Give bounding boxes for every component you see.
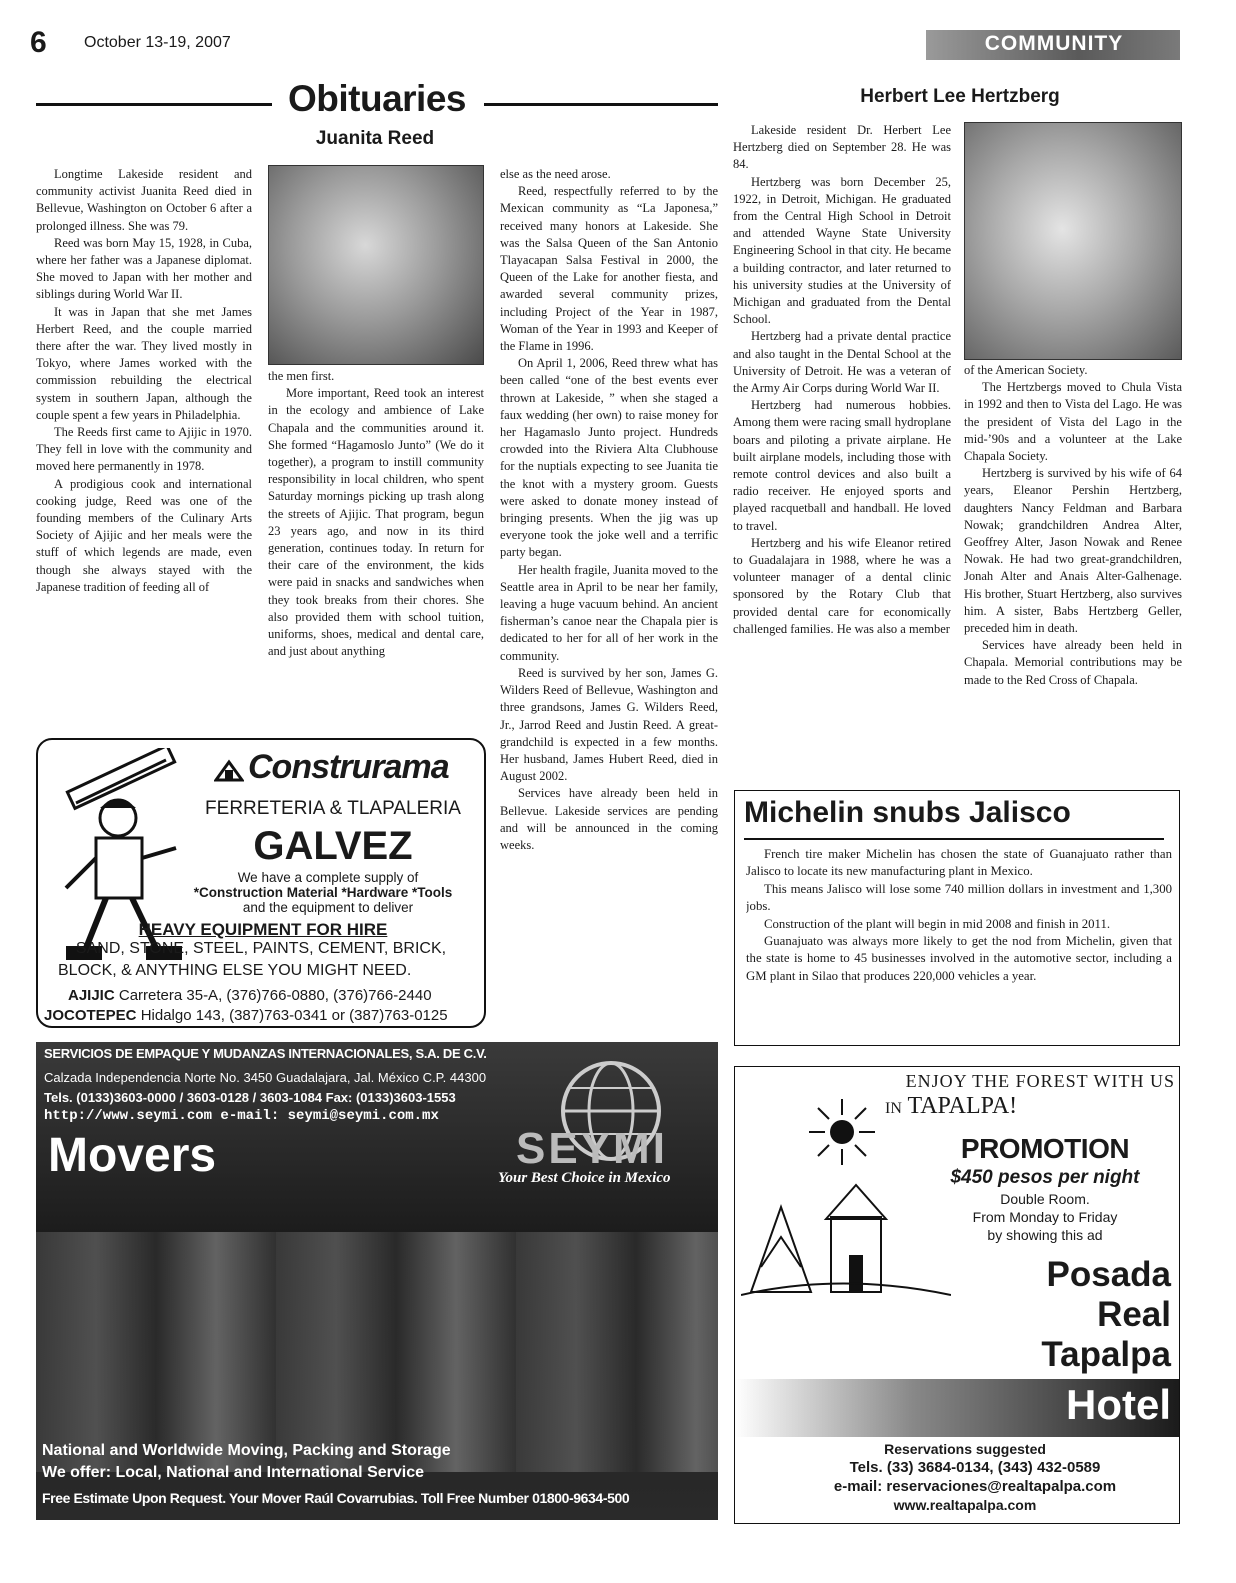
tapalpa-in — [885, 1093, 1085, 1120]
tapalpa-ad — [734, 1066, 1180, 1524]
store-name: GALVEZ — [253, 824, 413, 868]
paragraph: Hertzberg had numerous hobbies. Among them were racing small hydroplane boars and piloting a private airplane. He built airplane models, including those with remote control devices and also built a radio receiver. He enjoyed sports and played racquetball and handball. He loved to travel. — [733, 398, 951, 533]
movers-photo-collage — [36, 1232, 718, 1472]
tapalpa-place: TAPALPA! — [907, 1093, 1018, 1119]
promo-days: From Monday to Friday — [972, 1209, 1118, 1225]
promo-room: Double Room. — [1000, 1191, 1090, 1207]
seymi-slogan: Your Best Choice in Mexico — [498, 1170, 671, 1186]
hotel-web[interactable]: www.realtapalpa.com — [893, 1497, 1037, 1513]
hertzberg-name: Herbert Lee Hertzberg — [860, 86, 1060, 107]
reed-column-2 — [268, 368, 484, 732]
michelin-body — [746, 846, 1172, 1042]
heavy-equipment: HEAVY EQUIPMENT FOR HIRE — [138, 920, 388, 939]
paragraph: A prodigious cook and international cooking judge, Reed was one of the founding members of the Culinary Arts Society of Ajijic and her meals were the stuff of which legends are made, even though she always stayed with the Japanese tradition of feeding all of — [36, 476, 252, 594]
promo-heading: PROMOTION — [960, 1133, 1130, 1164]
forest-village-icon — [741, 1177, 951, 1297]
paragraph: Lakeside resident Dr. Herbert Lee Hertzberg died on September 28. He was 84. — [733, 123, 951, 172]
movers-ad — [36, 1042, 718, 1520]
paragraph: the men first. — [268, 369, 335, 383]
movers-web[interactable]: http://www.seymi.com e-mail: seymi@seymi.com.mx — [44, 1108, 439, 1124]
sun-icon — [807, 1097, 877, 1167]
ajijic-info: Carretera 35-A, (376)766-0880, (376)766-2440 — [118, 987, 432, 1004]
movers-line-1: National and Worldwide Moving, Packing and Storage — [42, 1442, 451, 1459]
paragraph: Hertzberg is survived by his wife of 64 years, Eleanor Pershin Hertzberg, daughters Nancy Feldman and Barbara Nowak; grandchildren Andrea Alter, Geoffrey Alter, Jason Nowak and Renee Nowak. He had two great-grandchildren, Jonah Alter and Anais Alter-Galhenage. His brother, Stuart Hertzberg, also survives him. A sister, Babs Hertzberg Geller, preceded him in death. — [964, 466, 1182, 636]
paragraph: Reed is survived by her son, James G. Wilders Reed of Bellevue, Washington and three grandsons, James G. Wilders Reed, Jr., Jarrod Reed and Justin Reed. A great-grandchild is expected in a few months. Her husband, James Hubert Reed, died in August 2002. — [500, 665, 718, 784]
paragraph: The Reeds first came to Ajijic in 1970. They fell in love with the community and moved here permanently in 1978. — [36, 425, 252, 474]
heading-rule-left — [36, 103, 272, 106]
paragraph: French tire maker Michelin has chosen the state of Guanajuato rather than Jalisco to locate its new manufacturing plant in Mexico. — [746, 847, 1172, 879]
hertzberg-column-left — [733, 122, 951, 780]
movers-address: Calzada Independencia Norte No. 3450 Guadalajara, Jal. México C.P. 44300 — [44, 1070, 487, 1085]
reed-photo — [268, 165, 484, 365]
paragraph: Longtime Lakeside resident and community activist Juanita Reed died in Bellevue, Washington on October 6 after a prolonged illness. She was 79. — [36, 167, 252, 233]
jocotepec-info: Hidalgo 143, (387)763-0341 or (387)763-0125 — [140, 1007, 448, 1024]
materials-line-1: SAND, STONE, STEEL, PAINTS, CEMENT, BRICK, — [75, 940, 447, 957]
hotel-name-2: Real — [1097, 1295, 1171, 1334]
seymi-brand: SEYMI — [516, 1124, 668, 1173]
paragraph: On April 1, 2006, Reed threw what has been called “one of the best events ever thrown at Lakeside, ” when she staged a faux wedding (her own) to raise money for her Hagamaslo Junto project. Hundreds crowded into the Riviera Alta Clubhouse for the nuptials expecting to see Juanita tie the knot with a mystery groom. Guests were asked to donate money instead of bringing presents. When the jig was up everyone took the joke well and a terrific party began. — [500, 356, 718, 560]
jocotepec-location — [44, 1007, 484, 1024]
supply-line-3: and the equipment to deliver — [242, 900, 414, 915]
hotel-name-1: Posada — [1046, 1255, 1171, 1294]
reservations: Reservations suggested — [884, 1441, 1046, 1457]
issue-date: October 13-19, 2007 — [84, 34, 231, 51]
section-label: COMMUNITY — [984, 32, 1124, 55]
paragraph: Reed was born May 15, 1928, in Cuba, where her father was a Japanese diplomat. She moved to Japan with her mother and siblings during World War II. — [36, 235, 252, 302]
hotel-email[interactable]: e-mail: reservaciones@realtapalpa.com — [833, 1478, 1117, 1495]
supply-line-2: *Construction Material *Hardware *Tools — [193, 885, 453, 900]
paragraph: Reed, respectfully referred to by the Mexican community as “La Japonesa,” received many honors at Lakeside. She was the Salsa Queen of the San Antonio Tlayacapan Salsa Festival in 2000, the Queen of the Lake for another fiesta, and awarded several community prizes, including Project of the Year in 1987, Woman of the Year in 1993 and Keeper of the Flame in 1996. — [500, 184, 718, 354]
heading-rule-right — [484, 103, 718, 106]
ajijic-location — [68, 987, 488, 1004]
construrama-ad — [36, 738, 486, 1028]
movers-line-2: We offer: Local, National and International Service — [42, 1464, 425, 1481]
supply-line-1: We have a complete supply of — [237, 870, 419, 885]
movers-line-3: Free Estimate Upon Request. Your Mover Raúl Covarrubias. Toll Free Number 01800-9634-500 — [42, 1490, 630, 1506]
paragraph: Services have already been held in Chapala. Memorial contributions may be made to the Red Cross of Chapala. — [964, 638, 1182, 687]
hotel-label: Hotel — [1066, 1381, 1171, 1428]
hotel-tels: Tels. (33) 3684-0134, (343) 432-0589 — [849, 1459, 1101, 1476]
tapalpa-in-word: IN — [885, 1100, 902, 1117]
paragraph: Guanajuato was always more likely to get the nod from Michelin, given that the state is home to 45 businesses involved in the automotive sector, including a GM plant in Silao that produces 220,000 vehicles a year. — [746, 934, 1172, 983]
page-number: 6 — [30, 26, 47, 59]
michelin-rule — [744, 838, 1164, 840]
paragraph: This means Jalisco will lose some 740 million dollars in investment and 1,300 jobs. — [746, 881, 1172, 914]
paragraph: Hertzberg had a private dental practice and also taught in the Dental School at the University of Detroit. He was a veteran of the Army Air Corps during World War II. — [733, 329, 951, 396]
hotel-name-3: Tapalpa — [1041, 1335, 1171, 1374]
movers-tels: Tels. (0133)3603-0000 / 3603-0128 / 3603-1084 Fax: (0133)3603-1553 — [44, 1090, 456, 1105]
hertzberg-photo — [964, 122, 1182, 360]
promo-price: $450 pesos per night — [950, 1167, 1140, 1188]
tapalpa-enjoy: ENJOY THE FOREST WITH US — [905, 1071, 1175, 1091]
movers-title: Movers — [48, 1129, 217, 1182]
paragraph: More important, Reed took an interest in the ecology and ambience of Lake Chapala and the communities around it. She formed “Hagamoslo Junto” (We do it together), a program to instill community responsibility in local children, who spent Saturday mornings picking up trash along the streets of Ajijic. That program, begun 23 years ago, and now in its third generation, continues today. In return for their care of the environment, the kids were paid in snacks and sandwiches when they took breaks from their chores. She also provided them with school tuition, uniforms, shoes, medical and dental care, and just about anything — [268, 386, 484, 659]
paragraph: of the American Society. — [964, 363, 1088, 377]
paragraph: The Hertzbergs moved to Chula Vista in 1992 and then to Vista del Lago. He was the president of Vista del Lago in the mid-’90s and a volunteer at the Lake Chapala Society. — [964, 380, 1182, 464]
ajijic-label: AJIJIC — [68, 987, 115, 1004]
paragraph: Her health fragile, Juanita moved to the Seattle area in April to be near her family, leaving a huge vacuum behind. An ancient fisherman’s canoe near the Chapala pier is dedicated to her for all of her work in the community. — [500, 562, 718, 663]
section-heading: Obituaries — [288, 78, 466, 119]
jocotepec-label: JOCOTEPEC — [44, 1007, 137, 1024]
paragraph: Hertzberg was born December 25, 1922, in Detroit, Michigan. He graduated from the Central High School in Detroit and attended Wayne State University Engineering School in that city. He became a building contractor, and later returned to his university studies at the University of Michigan and graduated from the Dental School. — [733, 174, 951, 327]
paragraph: Construction of the plant will begin in mid 2008 and finish in 2011. — [764, 916, 1111, 931]
reed-name: Juanita Reed — [315, 128, 435, 149]
store-type: FERRETERIA & TLAPALERIA — [205, 798, 461, 819]
construrama-brand: Construrama — [248, 748, 449, 786]
reed-column-1 — [36, 166, 252, 732]
paragraph: Hertzberg and his wife Eleanor retired to Guadalajara in 1988, where he was a volunteer manager of a dental clinic sponsored by the Rotary Club that provided dental care for economically challenged families. He was also a member — [733, 535, 951, 636]
paragraph: It was in Japan that she met James Herbert Reed, and the couple married there after the war. They lived mostly in Tokyo, where James worked with the commission rebuilding the electrical system in southern Japan, although the couple spent a few years in Philadelphia. — [36, 304, 252, 422]
materials-line-2: BLOCK, & ANYTHING ELSE YOU MIGHT NEED. — [58, 962, 412, 979]
promo-showing: by showing this ad — [987, 1227, 1103, 1243]
paragraph: else as the need arose. — [500, 167, 611, 181]
paragraph: Services have already been held in Bellevue. Lakeside services are pending and will be announced in the coming weeks. — [500, 786, 718, 852]
reed-column-3 — [500, 166, 718, 1028]
michelin-headline: Michelin snubs Jalisco — [744, 796, 1071, 829]
hertzberg-column-right — [964, 362, 1182, 780]
movers-company: SERVICIOS DE EMPAQUE Y MUDANZAS INTERNACIONALES, S.A. DE C.V. — [44, 1046, 487, 1061]
construrama-logo-icon — [214, 758, 244, 782]
